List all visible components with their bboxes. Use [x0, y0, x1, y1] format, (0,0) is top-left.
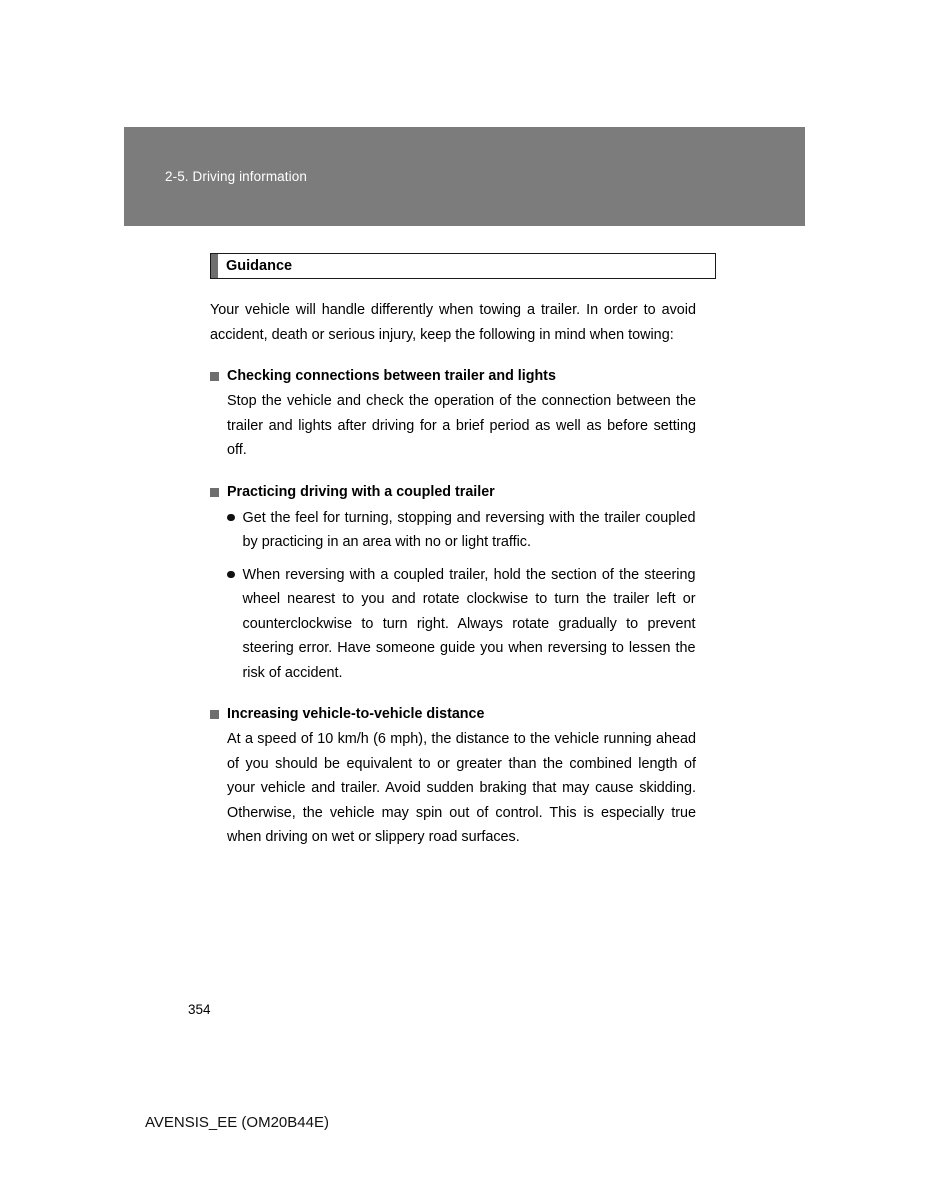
list-item-text: When reversing with a coupled trailer, hold the section of the steering wheel nearest to you and rotate clockwise to turn the trailer left or counterclockwise to turn right. Always rotate gradually to prevent steering error. Have someone guide you when reversing to lessen the risk of accident.: [242, 566, 696, 681]
subsection-practicing-driving: [210, 482, 696, 686]
round-bullet-icon: [227, 514, 235, 522]
subsection-heading-row: [210, 366, 696, 386]
subsection-heading: Practicing driving with a coupled trailer: [227, 483, 495, 500]
content-column: [210, 253, 716, 850]
subsection-heading: Increasing vehicle-to-vehicle distance: [227, 706, 485, 722]
document-code: AVENSIS_EE (OM20B44E): [145, 1114, 329, 1131]
subsection-heading-row: [210, 482, 696, 502]
list-item: [227, 506, 696, 555]
subsection-checking-connections: [210, 366, 696, 463]
subsection-body: At a speed of 10 km/h (6 mph), the distance to the vehicle running ahead of you should be equivalent to or greater than the combined length of your vehicle and trailer. Avoid sudden braking that may cause skidding. Otherwise, the vehicle may spin out of control. This is especially true when driving on wet or slippery road surfaces.: [227, 731, 696, 845]
section-tab-marker-icon: [211, 254, 218, 278]
running-header-band: [124, 127, 805, 226]
square-bullet-icon: [210, 710, 219, 719]
square-bullet-icon: [210, 372, 219, 381]
section-title: Guidance: [226, 257, 293, 274]
subsection-heading: Checking connections between trailer and lights: [227, 368, 556, 384]
square-bullet-icon: [210, 488, 219, 497]
page-number: 354: [188, 1002, 211, 1017]
subsection-bullet-list: [210, 506, 696, 686]
list-item-text: Get the feel for turning, stopping and reversing with the trailer coupled by practicing in an area with no or light traffic.: [242, 509, 696, 550]
subsection-increasing-distance: [210, 704, 696, 850]
intro-paragraph: Your vehicle will handle differently when towing a trailer. In order to avoid accident, death or serious injury, keep the following in mind when towing:: [210, 302, 696, 343]
running-header-section-label: 2-5. Driving information: [165, 169, 307, 184]
subsection-heading-row: [210, 704, 696, 724]
list-item: [227, 563, 696, 686]
round-bullet-icon: [227, 571, 235, 579]
subsection-body: Stop the vehicle and check the operation of the connection between the trailer and lights after driving for a brief period as well as before setting off.: [227, 393, 696, 458]
section-title-box: [210, 253, 716, 279]
